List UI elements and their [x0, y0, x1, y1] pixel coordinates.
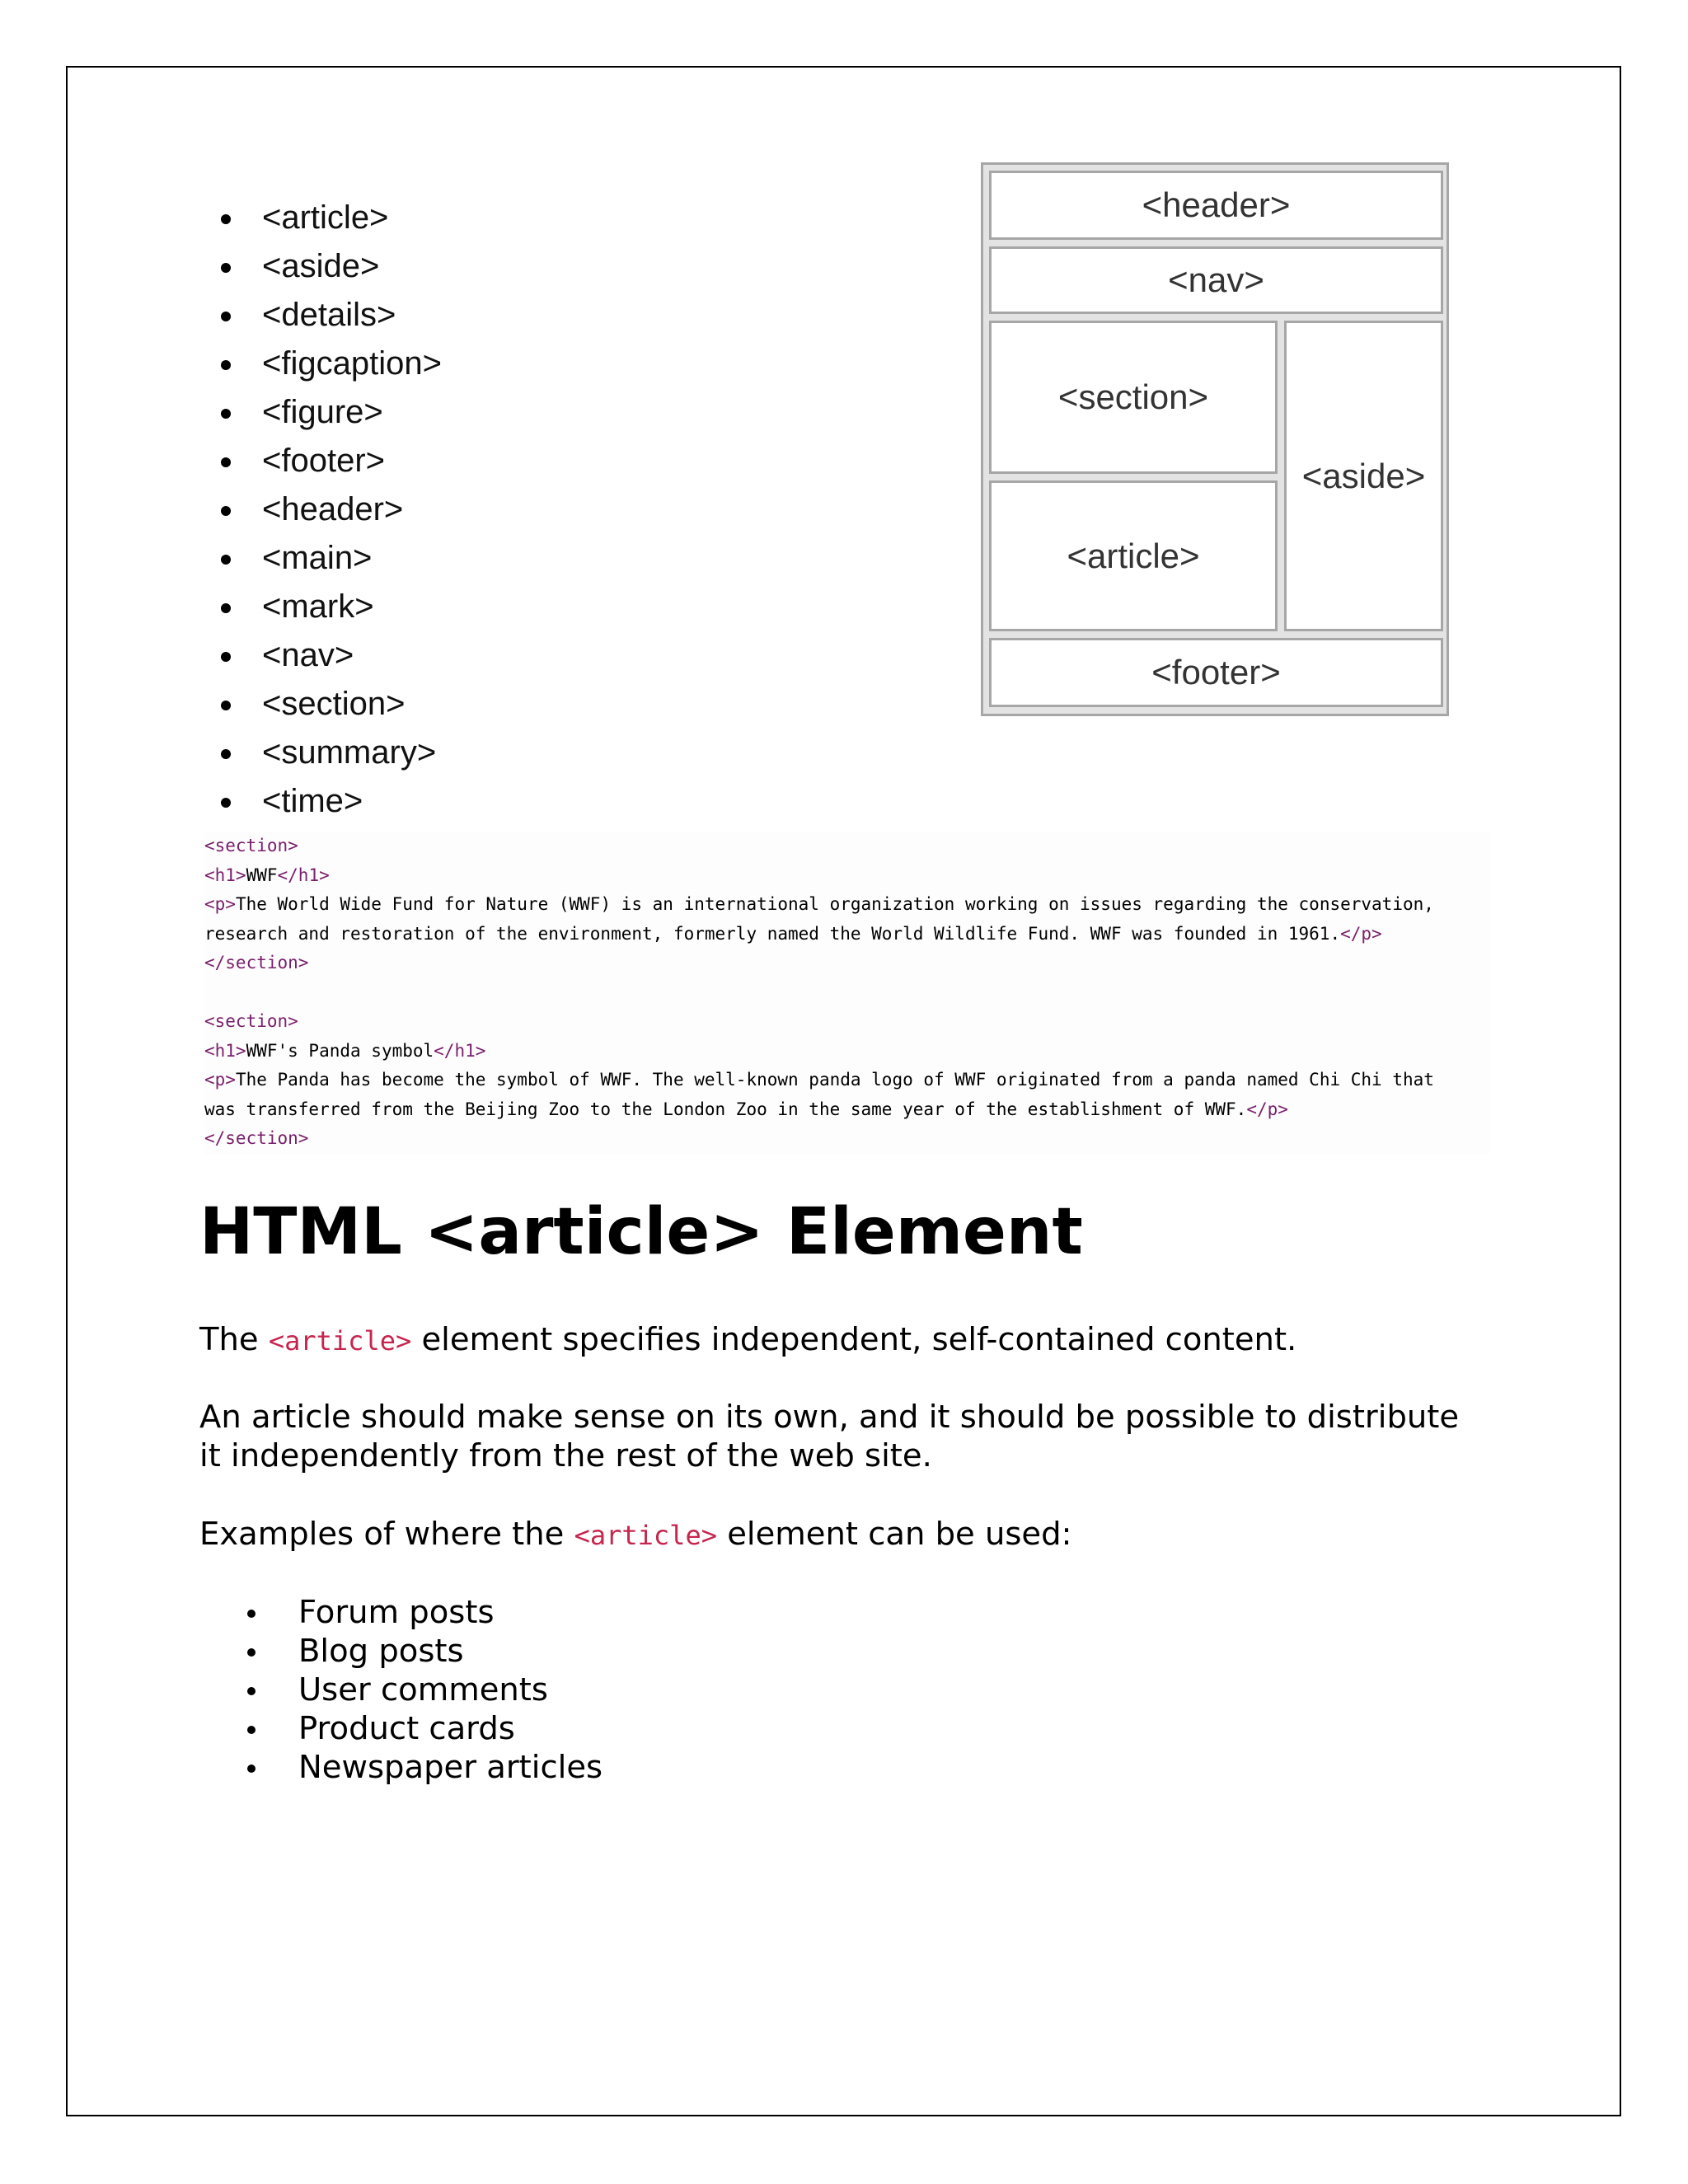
bullet-icon — [221, 263, 231, 273]
diagram-nav-box: <nav> — [989, 246, 1443, 314]
list-item-label: <header> — [262, 491, 404, 527]
list-item — [221, 583, 442, 631]
code-tag: </h1> — [434, 1040, 486, 1061]
list-item-label: <aside> — [262, 248, 380, 284]
bullet-icon — [221, 214, 231, 224]
list-item — [247, 1671, 603, 1709]
list-item — [221, 534, 442, 583]
list-item-label: <details> — [262, 297, 396, 333]
list-item — [247, 1748, 603, 1787]
list-item-label: <article> — [262, 199, 389, 236]
list-item — [247, 1709, 603, 1748]
list-item-label: Newspaper articles — [298, 1749, 603, 1786]
bullet-icon — [247, 1726, 256, 1734]
paragraph-text: element specifies independent, self-contained content. — [411, 1321, 1297, 1358]
code-tag: <h1> — [204, 865, 246, 885]
list-item-label: <nav> — [262, 637, 354, 673]
bullet-icon — [221, 798, 231, 808]
list-item-label: User comments — [298, 1671, 548, 1708]
code-tag: </p> — [1340, 923, 1382, 944]
diagram-footer-box: <footer> — [989, 638, 1443, 707]
bullet-icon — [247, 1765, 256, 1773]
code-tag: </section> — [204, 953, 309, 972]
list-item-label: <section> — [262, 686, 406, 722]
article-uses-list — [247, 1593, 603, 1787]
bullet-icon — [221, 652, 231, 662]
page-title: HTML <article> Element — [199, 1195, 1083, 1269]
code-tag: <h1> — [204, 1040, 246, 1061]
list-item — [221, 777, 442, 826]
code-tag: <section> — [204, 1011, 298, 1031]
code-tag: <p> — [204, 1070, 236, 1090]
list-item — [221, 388, 442, 437]
list-item — [221, 340, 442, 388]
code-text: The World Wide Fund for Nature (WWF) is an international organization working on issues regarding the conservation, — [235, 894, 1434, 914]
code-tag: </p> — [1246, 1099, 1288, 1119]
semantic-tag-list — [221, 194, 442, 826]
code-example — [204, 832, 1490, 1154]
code-text: research and restoration of the environment, formerly named the World Wildlife Fund. WWF was founded in 1961. — [204, 923, 1341, 944]
diagram-article-box: <article> — [989, 480, 1278, 631]
inline-code: <article> — [574, 1520, 717, 1551]
list-item — [221, 291, 442, 340]
bullet-icon — [221, 603, 231, 613]
diagram-header-box: <header> — [989, 171, 1443, 240]
inline-code: <article> — [268, 1325, 412, 1357]
list-item-label: Product cards — [298, 1710, 515, 1747]
bullet-icon — [221, 409, 231, 419]
layout-diagram — [981, 162, 1449, 716]
list-item — [221, 485, 442, 534]
bullet-icon — [247, 1648, 256, 1657]
list-item-label: Blog posts — [298, 1633, 464, 1670]
bullet-icon — [221, 555, 231, 565]
list-item — [221, 194, 442, 242]
paragraph-definition — [199, 1320, 1485, 1361]
code-text: The Panda has become the symbol of WWF. The well-known panda logo of WWF originated from a panda named Chi Chi that — [235, 1070, 1434, 1090]
list-item-label: <footer> — [262, 443, 386, 479]
bullet-icon — [221, 457, 231, 467]
code-tag: </h1> — [277, 865, 330, 885]
list-item — [221, 729, 442, 777]
bullet-icon — [221, 701, 231, 710]
list-item — [247, 1632, 603, 1671]
code-text: WWF's Panda symbol — [246, 1040, 434, 1061]
list-item — [221, 437, 442, 485]
bullet-icon — [247, 1687, 256, 1695]
list-item — [247, 1593, 603, 1632]
paragraph-description: An article should make sense on its own, and it should be possible to distribute it independently from the rest of the web site. — [199, 1399, 1460, 1474]
paragraph-text: The — [199, 1321, 269, 1358]
paragraph-text: element can be used: — [716, 1516, 1072, 1553]
list-item-label: <time> — [262, 783, 363, 819]
paragraph-examples-intro — [199, 1515, 1485, 1555]
list-item — [221, 680, 442, 729]
bullet-icon — [221, 749, 231, 759]
list-item-label: Forum posts — [298, 1594, 495, 1631]
code-text: was transferred from the Beijing Zoo to the London Zoo in the same year of the establishment of WWF. — [204, 1099, 1247, 1119]
list-item-label: <summary> — [262, 734, 437, 771]
list-item — [221, 242, 442, 291]
bullet-icon — [221, 312, 231, 321]
list-item-label: <main> — [262, 540, 373, 576]
code-tag: <p> — [204, 894, 236, 914]
bullet-icon — [247, 1610, 256, 1618]
list-item — [221, 631, 442, 680]
code-tag: <section> — [204, 836, 298, 855]
list-item-label: <mark> — [262, 588, 374, 625]
bullet-icon — [221, 506, 231, 516]
diagram-aside-box: <aside> — [1284, 321, 1443, 631]
paragraph-text: Examples of where the — [199, 1516, 574, 1553]
diagram-section-box: <section> — [989, 321, 1278, 474]
code-text: WWF — [246, 865, 278, 885]
list-item-label: <figure> — [262, 394, 383, 430]
list-item-label: <figcaption> — [262, 345, 442, 382]
bullet-icon — [221, 360, 231, 370]
code-tag: </section> — [204, 1128, 309, 1148]
